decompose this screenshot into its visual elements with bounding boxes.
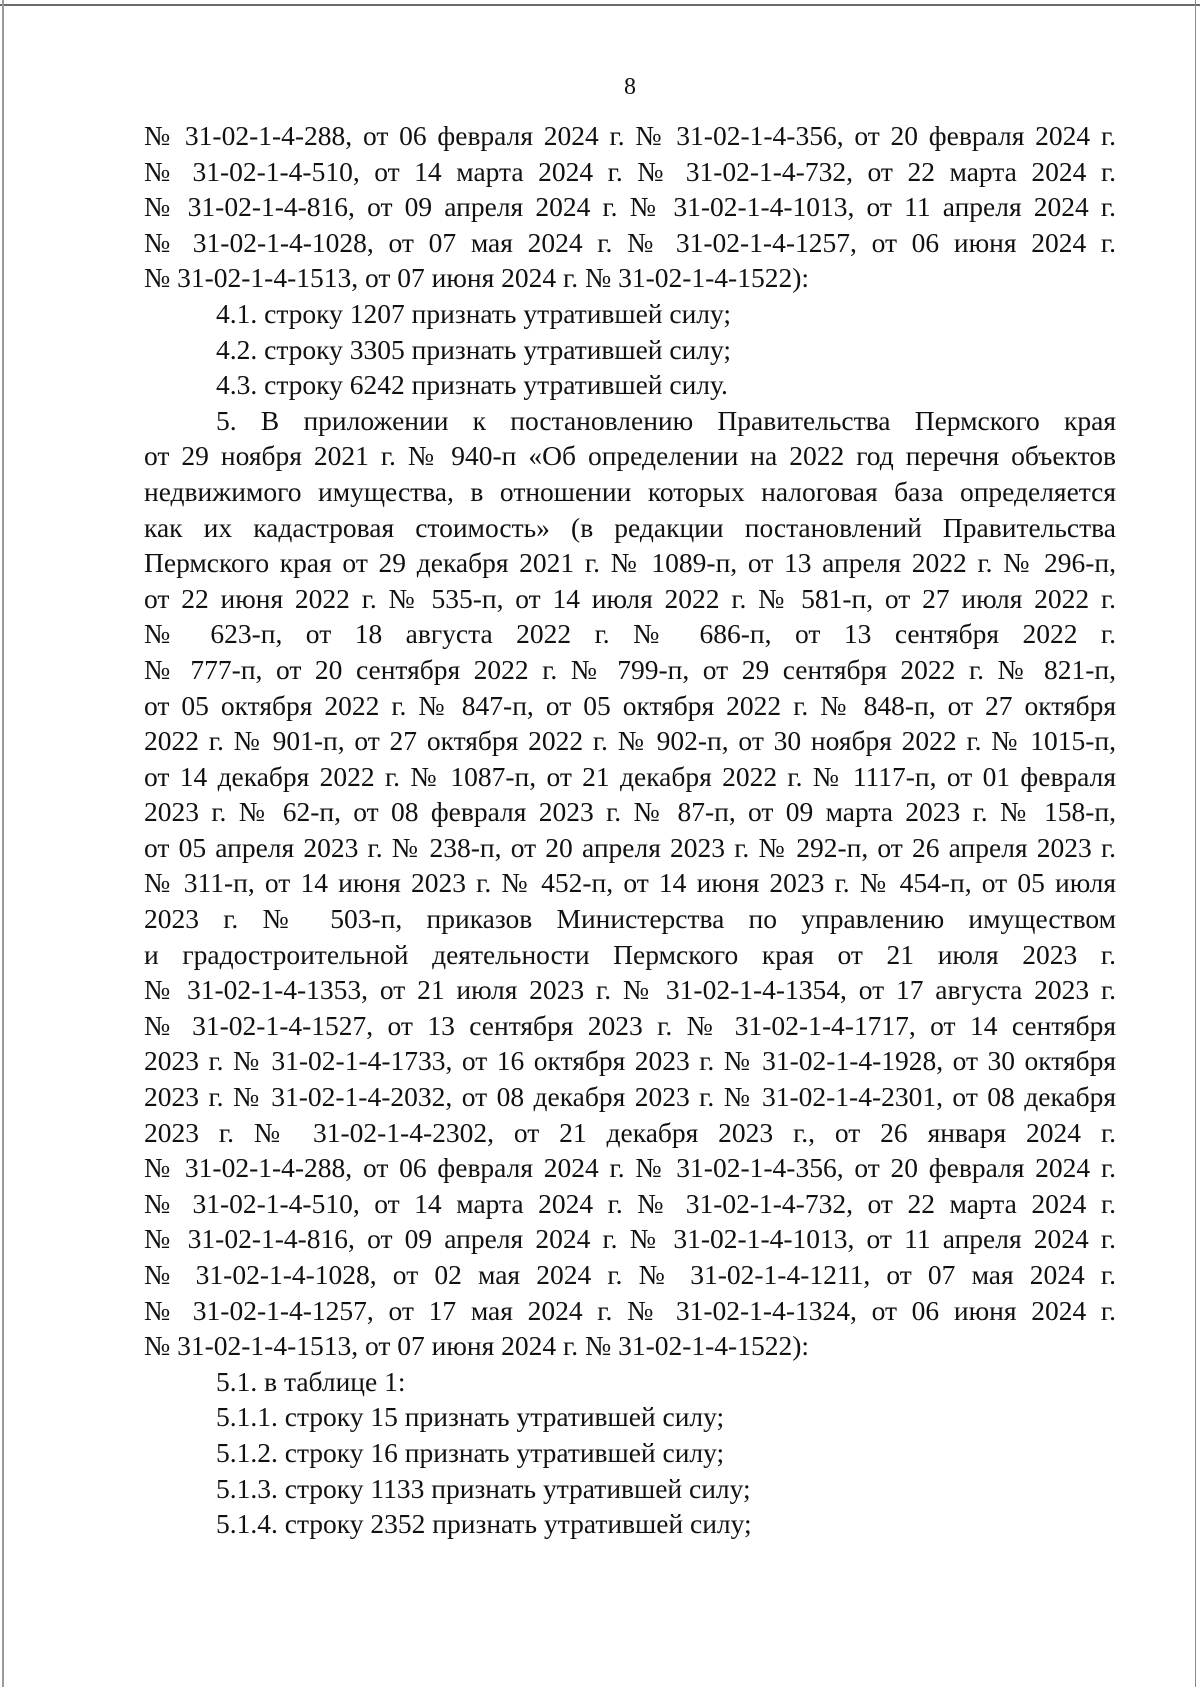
document-text-body: [144, 118, 1116, 1542]
text-line: от 05 октября 2022 г. № 847-п, от 05 октября 2022 г. № 848-п, от 27 октября: [144, 689, 1116, 721]
text-line: 2023 г. № 62-п, от 08 февраля 2023 г. № 87-п, от 09 марта 2023 г. № 158-п,: [144, 796, 1116, 828]
text-line: 2023 г. № 31-02-1-4-2032, от 08 декабря 2023 г. № 31-02-1-4-2301, от 08 декабря: [144, 1081, 1116, 1113]
text-line: от 29 ноября 2021 г. № 940-п «Об определении на 2022 год перечня объектов: [144, 440, 1116, 472]
text-line: № 31-02-1-4-288, от 06 февраля 2024 г. № 31-02-1-4-356, от 20 февраля 2024 г.: [144, 1152, 1116, 1184]
text-line: № 311-п, от 14 июня 2023 г. № 452-п, от 14 июня 2023 г. № 454-п, от 05 июля: [144, 867, 1116, 899]
text-line: 2023 г. № 31-02-1-4-1733, от 16 октября 2023 г. № 31-02-1-4-1928, от 30 октября: [144, 1045, 1116, 1077]
text-line: № 31-02-1-4-1028, от 07 мая 2024 г. № 31-02-1-4-1257, от 06 июня 2024 г.: [144, 226, 1116, 258]
text-line: № 31-02-1-4-816, от 09 апреля 2024 г. № 31-02-1-4-1013, от 11 апреля 2024 г.: [144, 191, 1116, 223]
text-line: 2023 г. № 503-п, приказов Министерства по управлению имуществом: [144, 903, 1116, 935]
text-line: от 22 июня 2022 г. № 535-п, от 14 июля 2022 г. № 581-п, от 27 июля 2022 г.: [144, 582, 1116, 614]
text-line: № 31-02-1-4-816, от 09 апреля 2024 г. № 31-02-1-4-1013, от 11 апреля 2024 г.: [144, 1223, 1116, 1255]
scan-edge-right: [1195, 0, 1196, 1687]
text-line: 5.1.2. строку 16 признать утратившей силу;: [216, 1436, 725, 1468]
text-line: № 623-п, от 18 августа 2022 г. № 686-п, от 13 сентября 2022 г.: [144, 618, 1116, 650]
text-line: 5.1. в таблице 1:: [216, 1365, 406, 1397]
text-line: Пермского края от 29 декабря 2021 г. № 1089-п, от 13 апреля 2022 г. № 296-п,: [144, 547, 1116, 579]
text-line: 5.1.4. строку 2352 признать утратившей силу;: [216, 1508, 752, 1540]
scan-edge-top: [0, 4, 1200, 6]
text-line: 4.2. строку 3305 признать утратившей силу;: [216, 333, 732, 365]
text-line: № 31-02-1-4-288, от 06 февраля 2024 г. № 31-02-1-4-356, от 20 февраля 2024 г.: [144, 120, 1116, 151]
text-line: 4.1. строку 1207 признать утратившей силу;: [216, 297, 732, 329]
text-line: 2023 г. № 31-02-1-4-2302, от 21 декабря 2023 г., от 26 января 2024 г.: [144, 1116, 1116, 1148]
text-line: 2022 г. № 901-п, от 27 октября 2022 г. № 902-п, от 30 ноября 2022 г. № 1015-п,: [144, 725, 1116, 757]
text-line: от 14 декабря 2022 г. № 1087-п, от 21 декабря 2022 г. № 1117-п, от 01 февраля: [144, 760, 1116, 792]
text-line: № 31-02-1-4-510, от 14 марта 2024 г. № 31-02-1-4-732, от 22 марта 2024 г.: [144, 1187, 1116, 1219]
text-line: № 777-п, от 20 сентября 2022 г. № 799-п, от 29 сентября 2022 г. № 821-п,: [144, 653, 1116, 685]
text-line: 5.1.1. строку 15 признать утратившей силу;: [216, 1401, 725, 1433]
text-line: 5.1.3. строку 1133 признать утратившей силу;: [216, 1472, 751, 1504]
text-line: 4.3. строку 6242 признать утратившей силу.: [216, 369, 728, 401]
text-line: от 05 апреля 2023 г. № 238-п, от 20 апреля 2023 г. № 292-п, от 26 апреля 2023 г.: [144, 831, 1116, 863]
scan-edge-left: [2, 0, 4, 1687]
text-line: недвижимого имущества, в отношении которых налоговая база определяется: [144, 475, 1116, 507]
text-line: № 31-02-1-4-1257, от 17 мая 2024 г. № 31-02-1-4-1324, от 06 июня 2024 г.: [144, 1294, 1116, 1326]
text-line: № 31-02-1-4-1353, от 21 июля 2023 г. № 31-02-1-4-1354, от 17 августа 2023 г.: [144, 974, 1116, 1006]
text-line: № 31-02-1-4-1513, от 07 июня 2024 г. № 31-02-1-4-1522):: [144, 1330, 809, 1362]
page-number: 8: [624, 74, 636, 100]
text-line: № 31-02-1-4-510, от 14 марта 2024 г. № 31-02-1-4-732, от 22 марта 2024 г.: [144, 155, 1116, 187]
text-line: как их кадастровая стоимость» (в редакции постановлений Правительства: [144, 511, 1116, 543]
text-line: № 31-02-1-4-1527, от 13 сентября 2023 г. № 31-02-1-4-1717, от 14 сентября: [144, 1009, 1116, 1041]
text-line: и градостроительной деятельности Пермского края от 21 июля 2023 г.: [144, 938, 1116, 970]
text-line: 5. В приложении к постановлению Правительства Пермского края: [216, 404, 1116, 436]
text-line: № 31-02-1-4-1513, от 07 июня 2024 г. № 31-02-1-4-1522):: [144, 262, 809, 294]
text-line: № 31-02-1-4-1028, от 02 мая 2024 г. № 31-02-1-4-1211, от 07 мая 2024 г.: [144, 1259, 1116, 1290]
